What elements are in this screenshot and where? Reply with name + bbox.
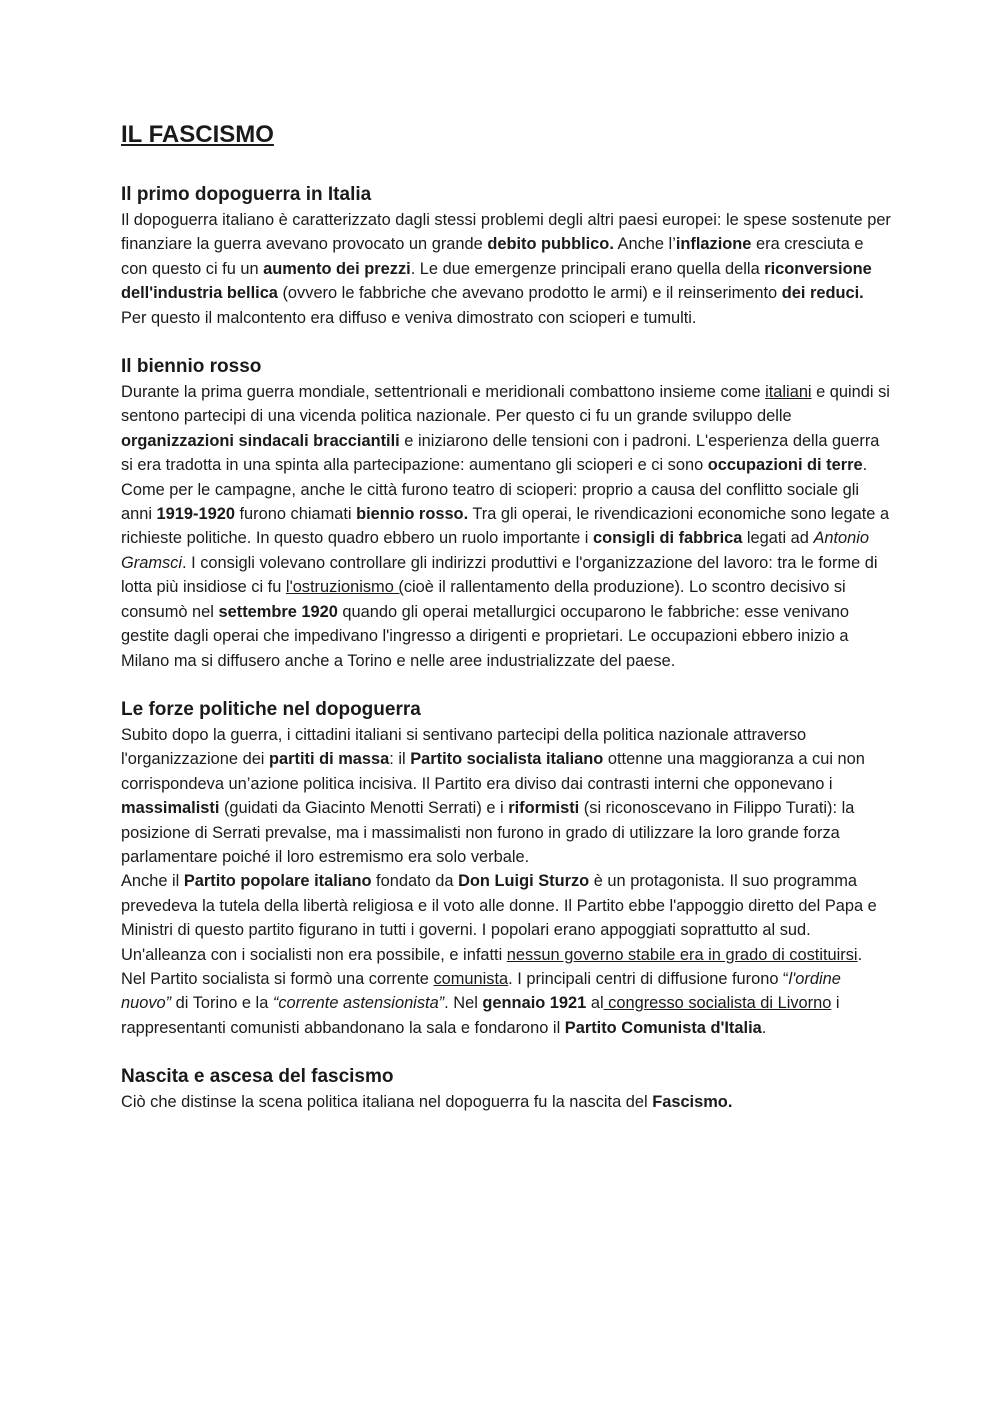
text-run: di Torino e la	[171, 994, 273, 1013]
bold-text: Don Luigi Sturzo	[458, 872, 590, 891]
text-run: . I consigli volevano controllare gli indirizzi produttivi e l'organizzazione del lavoro: tra le forme di lotta più insidiose ci fu	[121, 553, 878, 597]
underlined-text: congresso socialista di Livorno	[603, 994, 832, 1013]
text-run: (guidati da Giacinto Menotti Serrati) e i	[219, 799, 509, 818]
text-run: Nel Partito socialista si formò una corrente	[121, 969, 434, 988]
text-run: legati ad	[742, 529, 814, 548]
paragraph	[121, 208, 891, 330]
bold-text: gennaio 1921	[482, 994, 587, 1013]
text-run: Ciò che distinse la scena politica italiana nel dopoguerra fu la nascita del	[121, 1093, 653, 1112]
bold-text: organizzazioni sindacali bracciantili	[121, 431, 400, 450]
underlined-text: comunista	[433, 969, 509, 988]
section-4	[121, 1064, 891, 1114]
text-run: (si riconoscevano in Filippo Turati): la posizione di Serrati prevalse, ma i massimalisti non furono in grado di utilizzare la loro grande forza parlamentare poiché il loro estremismo era solo verbale.	[121, 799, 855, 866]
bold-text: inflazione	[675, 235, 752, 254]
bold-text: partiti di massa	[269, 750, 390, 769]
bold-text: dei reduci.	[781, 284, 864, 303]
text-run: Anche l’	[613, 235, 676, 254]
paragraph	[121, 1090, 891, 1114]
underlined-text: l'ostruzionismo (	[285, 578, 404, 597]
bold-text: Partito popolare italiano	[183, 872, 372, 891]
text-run: .	[857, 945, 863, 964]
paragraph	[121, 723, 891, 869]
underlined-text: italiani	[765, 383, 812, 402]
text-run: Anche il	[121, 872, 184, 891]
text-run: Il dopoguerra italiano è caratterizzato dagli stessi problemi degli altri paesi europei: le spese sostenute per finanziare la guerra avevano provocato un grande	[121, 211, 891, 254]
text-run: . Nel	[444, 994, 483, 1013]
text-run: fondato da	[371, 872, 459, 891]
italic-text: Antonio Gramsci	[121, 529, 870, 572]
paragraph	[121, 478, 891, 673]
text-run: .	[761, 1018, 767, 1037]
text-run: e iniziarono delle tensioni con i padroni. L'esperienza della guerra si era tradotta in una spinta alla partecipazione: aumentano gli scioperi e ci sono	[121, 431, 880, 475]
section-3	[121, 697, 891, 1040]
text-run: (ovvero le fabbriche che avevano prodotto le armi) e il reinserimento	[277, 284, 782, 303]
section-heading: Le forze politiche nel dopoguerra	[121, 698, 421, 720]
section-2	[121, 354, 891, 673]
paragraph	[121, 380, 891, 478]
underlined-text: nessun governo stabile era in grado di costituirsi	[506, 945, 858, 964]
bold-text: settembre 1920	[218, 602, 338, 621]
text-run: . Le due emergenze principali erano quella della	[410, 259, 765, 278]
bold-text: occupazioni di terre	[707, 456, 863, 475]
bold-text: riformisti	[508, 799, 580, 818]
bold-text: massimalisti	[121, 799, 220, 818]
text-run: Per questo il malcontento era diffuso e veniva dimostrato con scioperi e tumulti.	[121, 308, 697, 327]
sections-container	[121, 182, 891, 1115]
text-run: Come per le campagne, anche le città furono teatro di scioperi: proprio a causa del conflitto sociale gli anni	[121, 480, 859, 524]
bold-text: 1919-1920	[156, 505, 235, 524]
bold-text: Fascismo.	[652, 1093, 733, 1112]
text-run: era cresciuta e con questo ci fu un	[121, 235, 864, 278]
text-run: : il	[389, 750, 411, 769]
text-run: è un protagonista. Il suo programma prevedeva la tutela della libertà religiosa e il voto alle donne. Il Partito ebbe l'appoggio diretto del Papa e Ministri di questo partito figurano in tutti i governi. I popolari erano appoggiati soprattutto al sud. Un'alleanza con i socialisti non era possibile, e infatti	[121, 872, 877, 964]
bold-text: biennio rosso.	[356, 505, 469, 524]
text-run: cioè il rallentamento della produzione). Lo scontro decisivo si consumò nel	[121, 578, 846, 621]
bold-text: debito pubblico.	[487, 235, 614, 254]
italic-text: l'ordine nuovo”	[121, 969, 841, 1013]
paragraph	[121, 869, 891, 967]
bold-text: riconversione dell'industria bellica	[121, 259, 872, 303]
text-run: .	[862, 456, 868, 475]
bold-text: aumento dei prezzi	[263, 259, 411, 278]
text-run: Subito dopo la guerra, i cittadini italiani si sentivano partecipi della politica nazionale attraverso l'organizzazione dei	[121, 725, 807, 769]
bold-text: Partito socialista italiano	[410, 750, 604, 769]
text-run: e quindi si sentono partecipi di una vicenda politica nazionale. Per questo ci fu un grande sviluppo delle	[121, 383, 890, 426]
document-body	[121, 118, 891, 1139]
section-1	[121, 182, 891, 330]
text-run: . I principali centri di diffusione furono “	[508, 969, 789, 988]
text-run: furono chiamati	[234, 505, 357, 524]
bold-text: Partito Comunista d'Italia	[564, 1018, 762, 1037]
text-run: quando gli operai metallurgici occuparono le fabbriche: esse venivano gestite dagli operai che impedivano l'ingresso a dirigenti e proprietari. Le occupazioni ebbero inizio a Milano ma si diffusero anche a Torino e nelle aree industrializzate del paese.	[121, 602, 850, 670]
section-heading: Il biennio rosso	[121, 356, 262, 378]
text-run: Tra gli operai, le rivendicazioni economiche sono legate a richieste politiche. In questo quadro ebbero un ruolo importante i	[121, 505, 890, 548]
text-run: ottenne una maggioranza a cui non corrispondeva un’azione politica incisiva. Il Partito era diviso dai contrasti interni che opponevano i	[121, 750, 865, 793]
paragraph	[121, 967, 891, 1040]
text-run: Durante la prima guerra mondiale, settentrionali e meridionali combattono insieme come	[121, 383, 766, 402]
section-heading: Il primo dopoguerra in Italia	[121, 184, 372, 205]
text-run: al	[586, 994, 604, 1013]
italic-text: “corrente astensionista”	[272, 994, 445, 1013]
text-run: i rappresentanti comunisti abbandonano la sala e fondarono il	[121, 994, 840, 1037]
bold-text: consigli di fabbrica	[592, 529, 743, 548]
document-title: IL FASCISMO	[121, 121, 274, 148]
section-heading: Nascita e ascesa del fascismo	[121, 1066, 394, 1088]
